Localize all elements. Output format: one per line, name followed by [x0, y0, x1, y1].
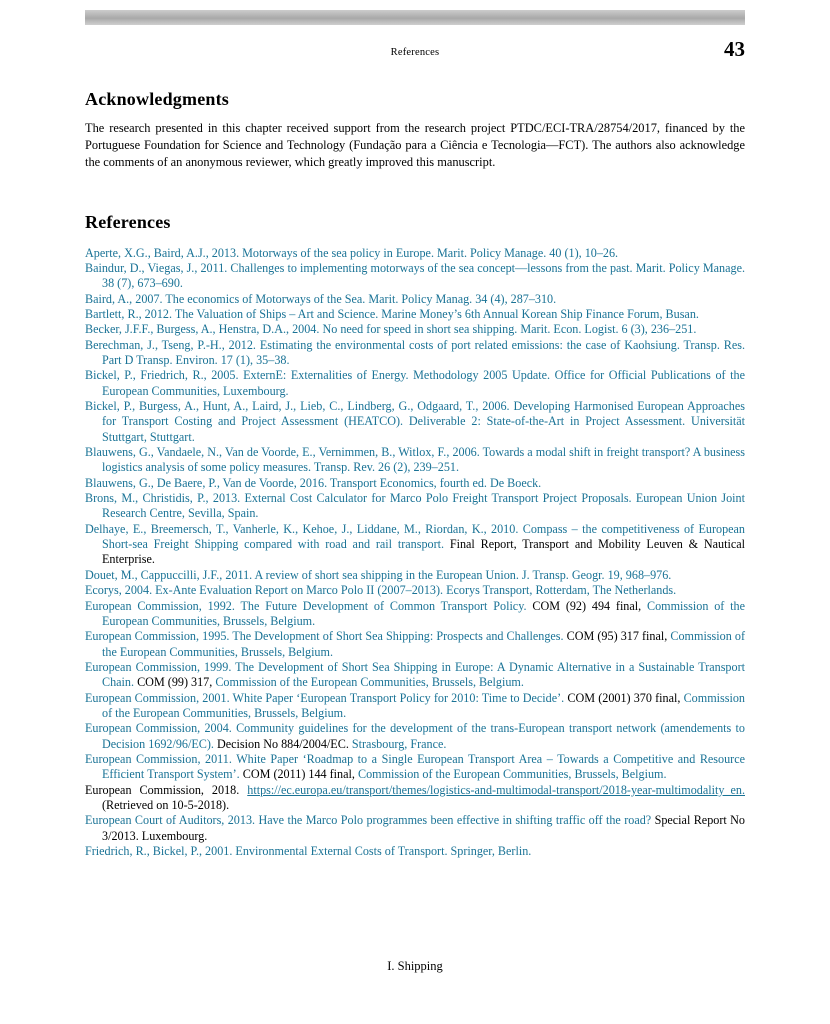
reference-entry — [85, 445, 745, 476]
acknowledgments-heading: Acknowledgments — [85, 89, 230, 109]
reference-citation-link[interactable]: European Commission, 1992. The Future Development of Common Transport Policy. — [85, 598, 533, 613]
reference-plain-text: COM (2001) 370 final, — [567, 690, 684, 705]
reference-entry — [85, 583, 745, 598]
reference-plain-text: Decision No 884/2004/EC. — [217, 736, 352, 751]
page-number: 43 — [724, 37, 745, 61]
reference-entry — [85, 568, 745, 583]
reference-entry — [85, 783, 745, 814]
reference-citation-link[interactable]: Commission of the European Communities, Brussels, Belgium. — [102, 598, 745, 628]
reference-plain-text: Final Report, Transport and Mobility Leuven & Nautical Enterprise. — [102, 537, 745, 567]
reference-citation-link[interactable]: European Commission, 1995. The Development of Short Sea Shipping: Prospects and Challenges. — [85, 629, 567, 644]
reference-entry — [85, 721, 745, 752]
reference-entry — [85, 399, 745, 445]
reference-citation-link[interactable]: Becker, J.F.F., Burgess, A., Henstra, D.A., 2004. No need for speed in short sea shipping. Marit. Econ. Logist. 6 (3), 236–251. — [85, 322, 697, 337]
reference-entry — [85, 476, 745, 491]
reference-citation-link[interactable]: Blauwens, G., Vandaele, N., Van de Voorde, E., Vernimmen, B., Witlox, F., 2006. Towards a modal shift in freight transport? A business logistics analysis of some policy measures. Transp. Rev. 26 (2), 239–251. — [85, 445, 745, 475]
reference-entry — [85, 261, 745, 292]
reference-citation-link[interactable]: Commission of the European Communities, Brussels, Belgium. — [102, 690, 745, 720]
reference-entry — [85, 599, 745, 630]
reference-citation-link[interactable]: European Commission, 1999. The Development of Short Sea Shipping in Europe: A Dynamic Alternative in a Sustainable Transport Chain. — [85, 659, 745, 690]
reference-citation-link[interactable]: Delhaye, E., Breemersch, T., Vanherle, K., Kehoe, J., Liddane, M., Riordan, K., 2010. Compass – the competitiveness of European Short-sea Freight Shipping compared with road and rail transport. — [85, 521, 745, 552]
reference-citation-link[interactable]: European Commission, 2001. White Paper ‘European Transport Policy for 2010: Time to Decide’. — [85, 690, 568, 705]
reference-list — [85, 246, 745, 860]
acknowledgments-text: The research presented in this chapter received support from the research project PTDC/ECI-TRA/28754/2017, financed by the Portuguese Foundation for Science and Technology (Fundação para a Ciência e Tecnologia—FCT). The authors also acknowledge the comments of an anonymous reviewer, which greatly improved this manuscript. — [85, 121, 745, 170]
reference-citation-link[interactable]: Aperte, X.G., Baird, A.J., 2013. Motorways of the sea policy in Europe. Marit. Policy Manage. 40 (1), 10–26. — [85, 245, 619, 260]
reference-entry — [85, 307, 745, 322]
reference-plain-text: Special Report No 3/2013. Luxembourg. — [102, 813, 745, 843]
reference-citation-link[interactable]: Strasbourg, France. — [351, 736, 447, 751]
reference-plain-text: COM (95) 317 final, — [566, 629, 671, 644]
reference-citation-link[interactable]: Bickel, P., Burgess, A., Hunt, A., Laird, J., Lieb, C., Lindberg, G., Odgaard, T., 2006. Developing Harmonised European Approaches for Transport Costing and Project Assessment (HEATCO). Deliverable 2: State-of-the-Art in Project Assessment. Universität Stuttgart, Stuttgart. — [85, 399, 745, 444]
reference-citation-link[interactable]: Douet, M., Cappuccilli, J.F., 2011. A review of short sea shipping in the European Union. J. Transp. Geogr. 19, 968–976. — [85, 567, 672, 582]
reference-entry — [85, 691, 745, 722]
reference-citation-link[interactable]: European Court of Auditors, 2013. Have the Marco Polo programmes been effective in shifting traffic off the road? — [85, 813, 655, 828]
reference-citation-link[interactable]: Friedrich, R., Bickel, P., 2001. Environmental External Costs of Transport. Springer, Berlin. — [85, 844, 532, 859]
reference-citation-link[interactable]: Berechman, J., Tseng, P.-H., 2012. Estimating the environmental costs of port related emissions: the case of Kaohsiung. Transp. Res. Part D Transp. Environ. 17 (1), 35–38. — [85, 337, 745, 368]
references-heading: References — [85, 211, 171, 232]
reference-entry — [85, 491, 745, 522]
reference-plain-text: COM (92) 494 final, — [532, 598, 647, 613]
reference-citation-link[interactable]: Blauwens, G., De Baere, P., Van de Voorde, 2016. Transport Economics, fourth ed. De Boeck. — [85, 475, 542, 490]
reference-citation-link[interactable]: Baird, A., 2007. The economics of Motorways of the Sea. Marit. Policy Manag. 34 (4), 287–310. — [85, 291, 557, 306]
reference-citation-link[interactable]: Commission of the European Communities, Brussels, Belgium. — [357, 767, 667, 782]
reference-citation-link[interactable]: Baindur, D., Viegas, J., 2011. Challenges to implementing motorways of the sea concept—lessons from the past. Marit. Policy Manage. 38 (7), 673–690. — [85, 260, 745, 291]
reference-citation-link[interactable]: European Commission, 2004. Community guidelines for the development of the trans-European transport network (amendements to Decision 1692/96/EC). — [85, 721, 745, 751]
footer-section-label: I. Shipping — [387, 959, 443, 973]
reference-plain-text: European Commission, 2018. — [85, 782, 248, 797]
reference-entry — [85, 292, 745, 307]
reference-entry — [85, 338, 745, 369]
reference-plain-text: COM (99) 317, — [137, 675, 216, 690]
reference-plain-text: COM (2011) 144 final, — [242, 767, 358, 782]
running-header-row — [85, 35, 745, 75]
reference-entry — [85, 522, 745, 568]
reference-citation-link[interactable]: Commission of the European Communities, Brussels, Belgium. — [215, 675, 524, 690]
reference-citation-link[interactable]: Bartlett, R., 2012. The Valuation of Ships – Art and Science. Marine Money’s 6th Annual Korean Ship Finance Forum, Busan. — [85, 306, 699, 321]
reference-citation-link[interactable]: Brons, M., Christidis, P., 2013. External Cost Calculator for Marco Polo Freight Transport Project Proposals. European Union Joint Research Centre, Sevilla, Spain. — [85, 491, 745, 521]
reference-entry — [85, 629, 745, 660]
running-header: References — [390, 47, 440, 58]
reference-entry — [85, 844, 745, 859]
reference-citation-link[interactable]: Commission of the European Communities, Brussels, Belgium. — [102, 629, 745, 659]
reference-entry — [85, 813, 745, 844]
reference-entry — [85, 660, 745, 691]
reference-entry — [85, 322, 745, 337]
header-bar — [85, 10, 745, 25]
reference-plain-text: (Retrieved on 10-5-2018). — [102, 797, 230, 812]
reference-entry — [85, 368, 745, 399]
reference-entry — [85, 752, 745, 783]
reference-citation-link[interactable]: Ecorys, 2004. Ex-Ante Evaluation Report on Marco Polo II (2007–2013). Ecorys Transport, Rotterdam, The Netherlands. — [85, 583, 677, 598]
reference-entry — [85, 246, 745, 261]
reference-citation-link[interactable]: Bickel, P., Friedrich, R., 2005. ExternE: Externalities of Energy. Methodology 2005 Update. Office for Official Publications of the European Communities, Luxembourg. — [85, 368, 745, 398]
reference-citation-link[interactable]: European Commission, 2011. White Paper ‘Roadmap to a Single European Transport Area – Towards a Competitive and Resource Efficient Transport System’. — [85, 751, 745, 782]
reference-url-link[interactable]: https://ec.europa.eu/transport/themes/logistics-and-multimodal-transport/2018-year-multimodality_en. — [247, 782, 745, 797]
